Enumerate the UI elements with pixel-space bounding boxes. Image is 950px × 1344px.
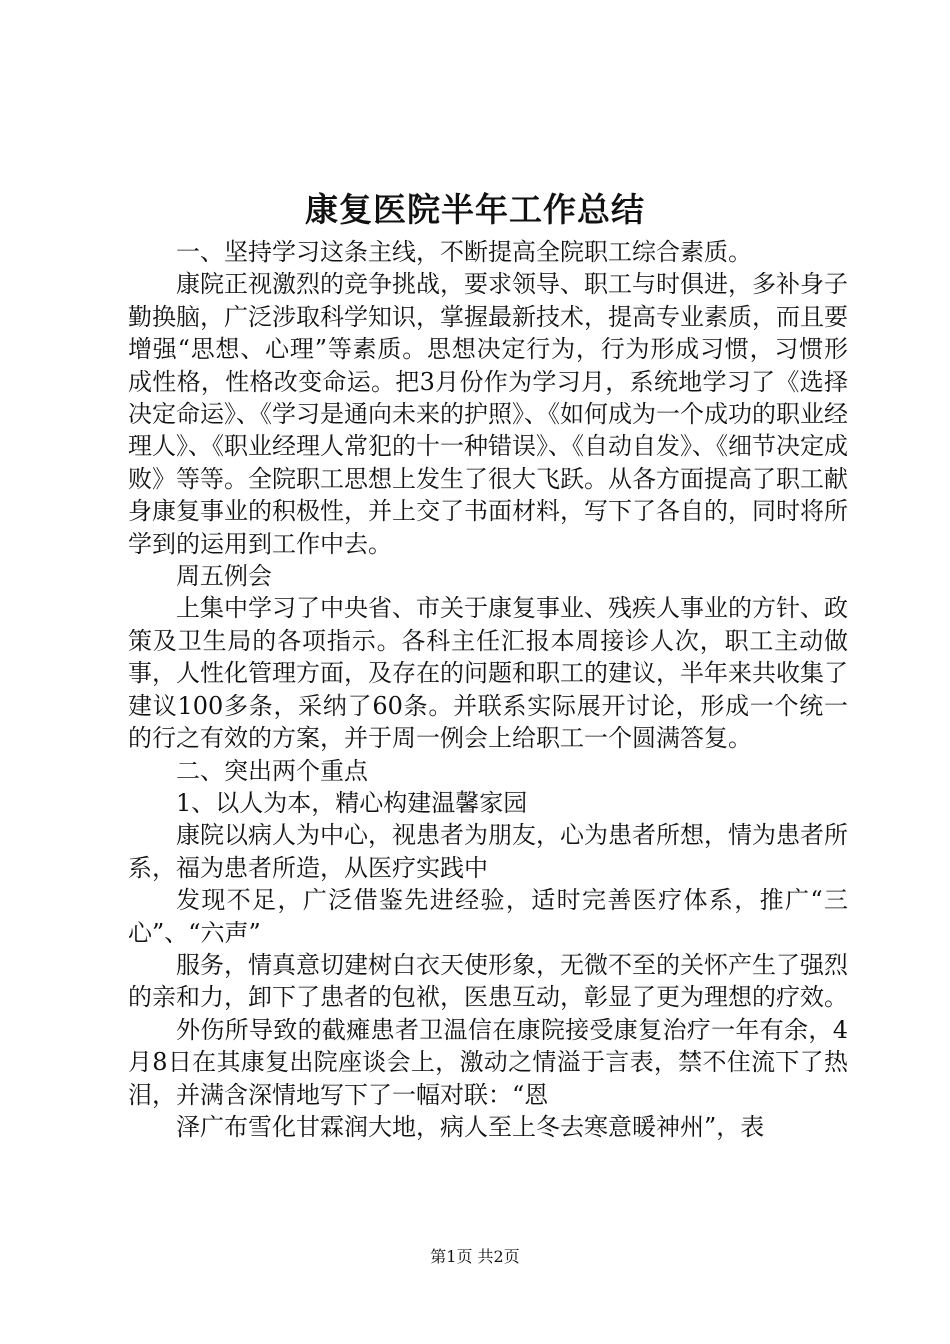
paragraph: 周五例会: [176, 562, 272, 591]
paragraph: 发现不足，广泛借鉴先进经验，适时完善医疗体系，推广“三心”、“六声”: [128, 886, 848, 947]
paragraph: 二、突出两个重点: [176, 756, 368, 785]
paragraph: 服务，情真意切建树白衣天使形象，无微不至的关怀产生了强烈的亲和力，卸下了患者的包袱，医患互动，彰显了更为理想的疗效。: [128, 950, 848, 1012]
document-title: 康复医院半年工作总结: [305, 190, 645, 229]
paragraph: 泽广布雪化甘霖润大地，病人至上冬去寒意暖神州”，表: [176, 1112, 765, 1141]
page-footer: 第1页 共2页: [430, 1247, 520, 1266]
document-body: [128, 236, 848, 1143]
paragraph: 上集中学习了中央省、市关于康复事业、残疾人事业的方针、政策及卫生局的各项指示。各科主任汇报本周接诊人次，职工主动做事，人性化管理方面，及存在的问题和职工的建议，半年来共收集了建议100多条，采纳了60条。并联系实际展开讨论，形成一个统一的行之有效的方案，并于周一例会上给职工一个圆满答复。: [128, 594, 848, 753]
paragraph: 外伤所导致的截瘫患者卫温信在康院接受康复治疗一年有余，4月8日在其康复出院座谈会上，激动之情溢于言表，禁不住流下了热泪，并满含深情地写下了一幅对联：“恩: [128, 1015, 848, 1109]
paragraph: 一、坚持学习这条主线，不断提高全院职工综合素质。: [176, 238, 752, 266]
paragraph: 康院以病人为中心，视患者为朋友，心为患者所想，情为患者所系，福为患者所造，从医疗实践中: [128, 821, 848, 882]
paragraph: 康院正视激烈的竞争挑战，要求领导、职工与时俱进，多补身子勤换脑，广泛涉取科学知识，掌握最新技术，提高专业素质，而且要增强“思想、心理”等素质。思想决定行为，行为形成习惯，习惯形成性格，性格改变命运。把3月份作为学习月，系统地学习了《选择决定命运》、《学习是通向未来的护照》、《如何成为一个成功的职业经理人》、《职业经理人常犯的十一种错误》、《自动自发》、《细节决定成败》等等。全院职工思想上发生了很大飞跃。从各方面提高了职工献身康复事业的积极性，并上交了书面材料，写下了各自的，同时将所学到的运用到工作中去。: [128, 270, 848, 558]
paragraph: 1、以人为本，精心构建温馨家园: [176, 788, 528, 817]
